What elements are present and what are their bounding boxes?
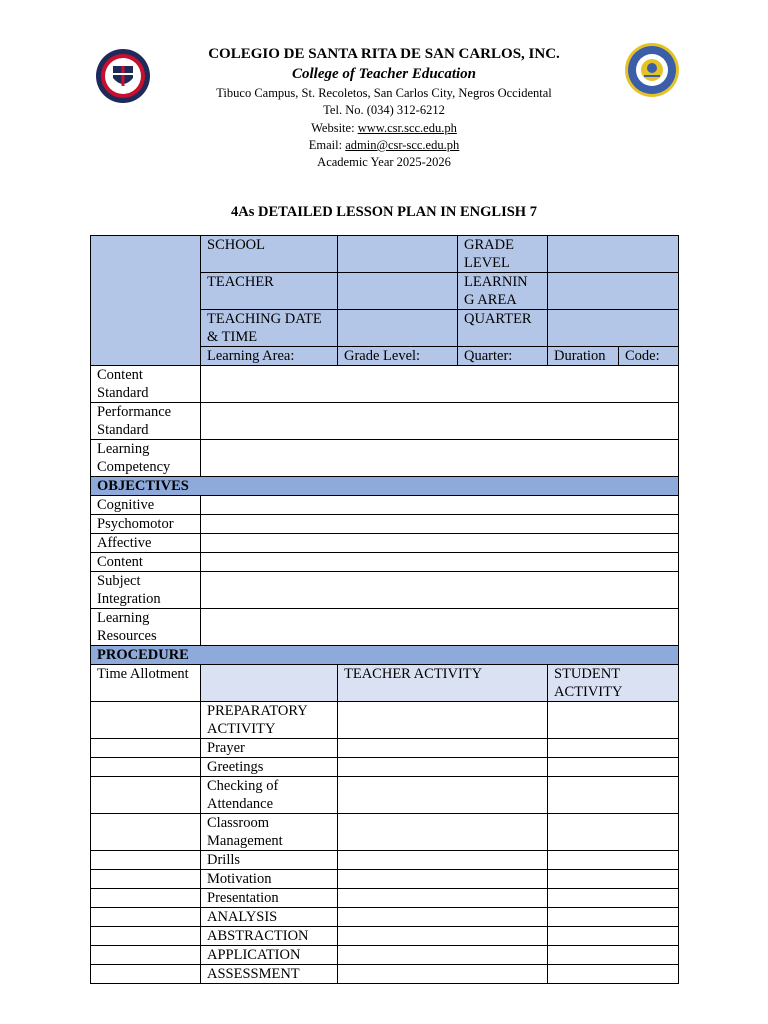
procedure-step: ABSTRACTION (201, 927, 338, 946)
procedure-row (91, 965, 679, 984)
teacher-activity-cell[interactable] (338, 851, 548, 870)
teaching-date-value[interactable] (338, 310, 458, 347)
learning-area-field[interactable]: Learning Area: (201, 347, 338, 366)
procedure-row (91, 814, 679, 851)
objective-value[interactable] (201, 609, 679, 646)
objective-label: Content (91, 553, 201, 572)
procedure-step: Prayer (201, 739, 338, 758)
procedure-step: Presentation (201, 889, 338, 908)
objective-value[interactable] (201, 515, 679, 534)
time-allotment-cell[interactable] (91, 889, 201, 908)
procedure-step: APPLICATION (201, 946, 338, 965)
objective-label: Subject Integration (91, 572, 201, 609)
procedure-row (91, 739, 679, 758)
procedure-step: PREPARATORY ACTIVITY (201, 702, 338, 739)
step-header-blank (201, 665, 338, 702)
time-allotment-cell[interactable] (91, 814, 201, 851)
objective-label: Learning Resources (91, 609, 201, 646)
teacher-value[interactable] (338, 273, 458, 310)
procedure-step: ANALYSIS (201, 908, 338, 927)
code-field[interactable]: Code: (619, 347, 679, 366)
teacher-activity-cell[interactable] (338, 758, 548, 777)
performance-standard-label: Performance Standard (91, 403, 201, 440)
student-activity-cell[interactable] (548, 908, 679, 927)
quarter-label: QUARTER (458, 310, 548, 347)
objective-value[interactable] (201, 553, 679, 572)
institution-name: COLEGIO DE SANTA RITA DE SAN CARLOS, INC. (208, 46, 560, 62)
header-blank-cell (91, 236, 201, 366)
student-activity-cell[interactable] (548, 702, 679, 739)
teacher-activity-cell[interactable] (338, 946, 548, 965)
teacher-activity-cell[interactable] (338, 889, 548, 908)
teaching-date-label: TEACHING DATE & TIME (201, 310, 338, 347)
time-allotment-cell[interactable] (91, 702, 201, 739)
learning-competency-value[interactable] (201, 440, 679, 477)
teacher-activity-cell[interactable] (338, 777, 548, 814)
academic-year: Academic Year 2025-2026 (317, 155, 451, 170)
student-activity-cell[interactable] (548, 851, 679, 870)
procedure-step: ASSESSMENT (201, 965, 338, 984)
objective-value[interactable] (201, 572, 679, 609)
procedure-step: Motivation (201, 870, 338, 889)
procedure-row (91, 702, 679, 739)
time-allotment-cell[interactable] (91, 927, 201, 946)
student-activity-cell[interactable] (548, 777, 679, 814)
time-allotment-header: Time Allotment (91, 665, 201, 702)
teacher-activity-cell[interactable] (338, 814, 548, 851)
time-allotment-cell[interactable] (91, 870, 201, 889)
student-activity-cell[interactable] (548, 927, 679, 946)
procedure-step: Greetings (201, 758, 338, 777)
procedure-row (91, 946, 679, 965)
procedure-row (91, 927, 679, 946)
time-allotment-cell[interactable] (91, 758, 201, 777)
teacher-activity-header: TEACHER ACTIVITY (338, 665, 548, 702)
grade-level-field[interactable]: Grade Level: (338, 347, 458, 366)
procedure-row (91, 777, 679, 814)
address: Tibuco Campus, St. Recoletos, San Carlos City, Negros Occidental (216, 86, 552, 100)
time-allotment-cell[interactable] (91, 908, 201, 927)
telephone: Tel. No. (034) 312-6212 (323, 103, 445, 118)
time-allotment-cell[interactable] (91, 777, 201, 814)
time-allotment-cell[interactable] (91, 965, 201, 984)
performance-standard-value[interactable] (201, 403, 679, 440)
content-standard-value[interactable] (201, 366, 679, 403)
objective-label: Cognitive (91, 496, 201, 515)
email-line (0, 137, 768, 154)
teacher-activity-cell[interactable] (338, 702, 548, 739)
grade-level-value[interactable] (548, 236, 679, 273)
lesson-plan-table (90, 235, 679, 984)
student-activity-cell[interactable] (548, 814, 679, 851)
email-label: Email: (308, 137, 346, 152)
teacher-activity-cell[interactable] (338, 965, 548, 984)
college-name: College of Teacher Education (291, 66, 477, 82)
letterhead (0, 44, 768, 171)
objectives-heading: OBJECTIVES (91, 477, 679, 496)
student-activity-cell[interactable] (548, 758, 679, 777)
student-activity-cell[interactable] (548, 870, 679, 889)
student-activity-header: STUDENT ACTIVITY (548, 665, 679, 702)
procedure-step: Checking of Attendance (201, 777, 338, 814)
lesson-plan-title: 4As DETAILED LESSON PLAN IN ENGLISH 7 (231, 204, 537, 220)
procedure-row (91, 908, 679, 927)
procedure-step: Drills (201, 851, 338, 870)
procedure-row (91, 889, 679, 908)
learning-area-label: LEARNIN G AREA (458, 273, 548, 310)
content-standard-label: Content Standard (91, 366, 201, 403)
duration-field[interactable]: Duration (548, 347, 619, 366)
student-activity-cell[interactable] (548, 739, 679, 758)
quarter-field[interactable]: Quarter: (458, 347, 548, 366)
objective-value[interactable] (201, 534, 679, 553)
school-value[interactable] (338, 236, 458, 273)
student-activity-cell[interactable] (548, 889, 679, 908)
student-activity-cell[interactable] (548, 965, 679, 984)
student-activity-cell[interactable] (548, 946, 679, 965)
grade-level-label: GRADE LEVEL (458, 236, 548, 273)
procedure-heading: PROCEDURE (91, 646, 679, 665)
teacher-activity-cell[interactable] (338, 870, 548, 889)
teacher-label: TEACHER (201, 273, 338, 310)
teacher-activity-cell[interactable] (338, 927, 548, 946)
procedure-step: Classroom Management (201, 814, 338, 851)
website-label: Website: (311, 120, 358, 135)
website-link[interactable]: www.csr.scc.edu.ph (357, 120, 457, 135)
objective-label: Psychomotor (91, 515, 201, 534)
email-link[interactable]: admin@csr-scc.edu.ph (345, 137, 460, 152)
teacher-activity-cell[interactable] (338, 908, 548, 927)
procedure-row (91, 851, 679, 870)
time-allotment-cell[interactable] (91, 739, 201, 758)
website-line (0, 120, 768, 137)
learning-competency-label: Learning Competency (91, 440, 201, 477)
quarter-value[interactable] (548, 310, 679, 347)
school-label: SCHOOL (201, 236, 338, 273)
objective-value[interactable] (201, 496, 679, 515)
learning-area-value[interactable] (548, 273, 679, 310)
procedure-row (91, 758, 679, 777)
procedure-row (91, 870, 679, 889)
objective-label: Affective (91, 534, 201, 553)
teacher-activity-cell[interactable] (338, 739, 548, 758)
time-allotment-cell[interactable] (91, 946, 201, 965)
time-allotment-cell[interactable] (91, 851, 201, 870)
